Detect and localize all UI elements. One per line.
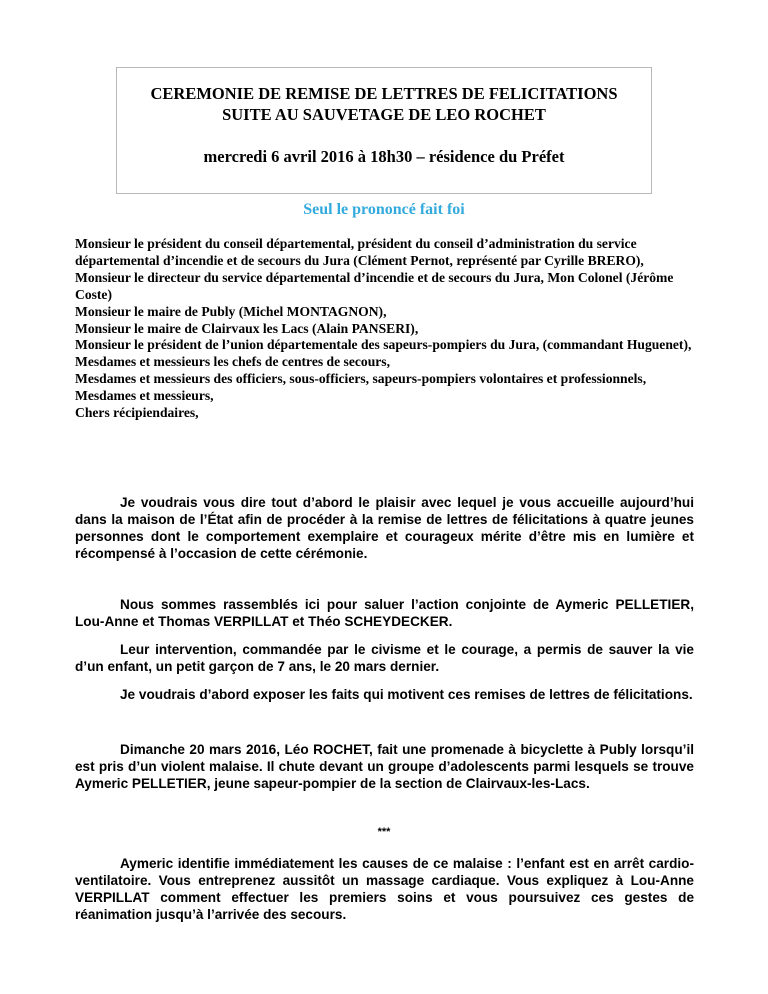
salutation-line: Monsieur le directeur du service départemental d’incendie et de secours du Jura, Mon Colonel (Jérôme Coste) xyxy=(75,269,674,302)
title-box xyxy=(116,67,652,194)
salutation-line: Mesdames et messieurs des officiers, sous-officiers, sapeurs-pompiers volontaires et professionnels, xyxy=(75,371,647,387)
body-paragraph: Leur intervention, commandée par le civisme et le courage, a permis de sauver la vie d’un enfant, un petit garçon de 7 ans, le 20 mars dernier. xyxy=(75,642,694,674)
salutation-line: Chers récipiendaires, xyxy=(75,405,199,421)
salutations-block xyxy=(75,236,695,422)
body-paragraph: Je voudrais vous dire tout d’abord le plaisir avec lequel je vous accueille aujourd’hui dans la maison de l’État afin de procéder à la remise de lettres de félicitations à quatre jeunes personnes dont le comportement exemplaire et courageux mérite d’être mis en lumière et récompensé à l’occasion de cette cérémonie. xyxy=(75,495,694,561)
body-paragraph: Je voudrais d’abord exposer les faits qui motivent ces remises de lettres de félicitations. xyxy=(120,687,693,702)
title-line-2: SUITE AU SAUVETAGE DE LEO ROCHET xyxy=(222,105,546,124)
salutation-line: Mesdames et messieurs les chefs de centres de secours, xyxy=(75,354,390,370)
body-paragraph: Aymeric identifie immédiatement les causes de ce malaise : l’enfant est en arrêt cardio-ventilatoire. Vous entreprenez aussitôt un massage cardiaque. Vous expliquez à Lou-Anne VERPILLAT comment effectuer les premiers soins et vous poursuivez ces gestes de réanimation jusqu’à l’arrivée des secours. xyxy=(75,856,694,922)
salutation-line: Mesdames et messieurs, xyxy=(75,388,214,404)
salutation-line: Monsieur le président de l’union départementale des sapeurs-pompiers du Jura, (commandant Huguenet), xyxy=(75,337,692,353)
subtitle: Seul le prononcé fait foi xyxy=(303,201,465,218)
event-date-line: mercredi 6 avril 2016 à 18h30 – résidence du Préfet xyxy=(203,147,565,166)
body-paragraph: Dimanche 20 mars 2016, Léo ROCHET, fait une promenade à bicyclette à Publy lorsqu’il est pris d’un violent malaise. Il chute devant un groupe d’adolescents parmi lesquels se trouve Aymeric PELLETIER, jeune sapeur-pompier de la section de Clairvaux-les-Lacs. xyxy=(75,742,694,791)
title-line-1: CEREMONIE DE REMISE DE LETTRES DE FELICITATIONS xyxy=(150,84,618,103)
salutation-line: Monsieur le président du conseil départemental, président du conseil d’administration du service départemental d’incendie et de secours du Jura (Clément Pernot, représenté par Cyrille BRERO), xyxy=(75,236,644,268)
body-paragraph: Nous sommes rassemblés ici pour saluer l’action conjointe de Aymeric PELLETIER, Lou-Anne et Thomas VERPILLAT et Théo SCHEYDECKER. xyxy=(75,597,694,629)
salutation-line: Monsieur le maire de Clairvaux les Lacs (Alain PANSERI), xyxy=(75,320,419,336)
salutation-line: Monsieur le maire de Publy (Michel MONTAGNON), xyxy=(75,303,387,319)
section-separator: *** xyxy=(377,826,391,838)
